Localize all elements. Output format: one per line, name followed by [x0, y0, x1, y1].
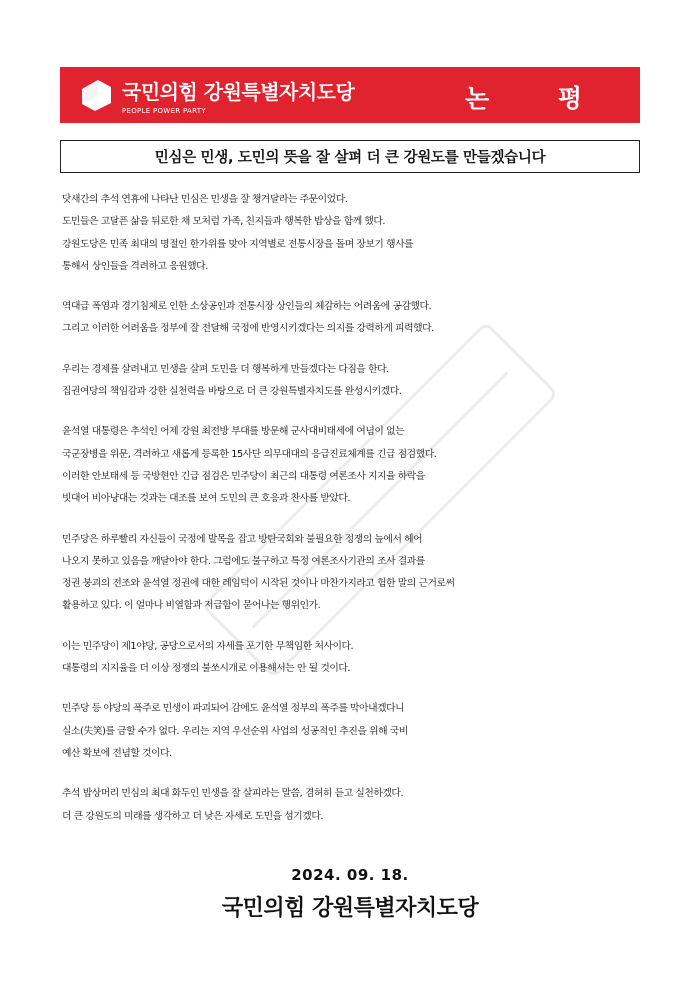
text-line: 강원도당은 민족 최대의 명절인 한가위를 맞아 지역별로 전통시장을 돌며 장보기 행사를: [62, 238, 414, 250]
text-line: 역대급 폭염과 경기침체로 인한 소상공인과 전통시장 상인들의 체감하는 어려움에 공감했다.: [62, 301, 432, 313]
paragraph: [62, 783, 642, 828]
headline: 민심은 민생, 도민의 뜻을 잘 살펴 더 큰 강원도를 만들겠습니다: [154, 150, 546, 166]
text-line: 예산 확보에 전념할 것이다.: [62, 747, 172, 759]
text-line: 닷새간의 추석 연휴에 나타난 민심은 민생을 잘 챙겨달라는 주문이었다.: [62, 194, 348, 205]
text-line: 정권 붕괴의 전조와 윤석열 정권에 대한 레임덕이 시작된 것이나 마찬가지라고 험한 말의 근거로써: [62, 578, 455, 590]
text-line: 추석 밥상머리 민심의 최대 화두인 민생을 잘 살피라는 말씀, 겸허히 듣고 실천하겠다.: [62, 788, 404, 800]
party-logo-icon: [78, 77, 114, 113]
paragraph: [62, 636, 642, 681]
body-text: [62, 189, 642, 846]
signature: 국민의힘 강원특별자치도당: [221, 896, 479, 921]
header-banner: [60, 67, 640, 123]
text-line: 빗대어 비아냥대는 것과는 대조를 보여 도민의 큰 호응과 찬사를 받았다.: [62, 493, 351, 505]
release-date: 2024. 09. 18.: [291, 866, 409, 884]
text-line: 그리고 이러한 어려움을 정부에 잘 전달해 국정에 반영시키겠다는 의지를 강력하게 피력했다.: [62, 323, 434, 335]
text-line: 나오지 못하고 있음을 깨달아야 한다. 그럼에도 불구하고 특정 여론조사기관의 조사 결과를: [62, 555, 425, 567]
document-type: 논 평: [464, 84, 612, 113]
text-line: 윤석열 대통령은 추석인 어제 강원 최전방 부대를 방문해 군사대비태세에 여념이 없는: [62, 426, 405, 438]
paragraph: [62, 189, 642, 278]
text-line: 우리는 경제를 살려내고 민생을 살펴 도민을 더 행복하게 만들겠다는 다짐을 한다.: [62, 363, 389, 375]
text-line: 대통령의 지지율을 더 이상 정쟁의 불쏘시개로 이용해서는 안 될 것이다.: [62, 663, 351, 675]
text-line: 더 큰 강원도의 미래를 생각하고 더 낮은 자세로 도민을 섬기겠다.: [62, 810, 323, 822]
text-line: 도민들은 고달픈 삶을 뒤로한 채 모처럼 가족, 친지들과 행복한 밥상을 함께 했다.: [62, 216, 386, 228]
paragraph: [62, 529, 642, 618]
text-line: 이는 민주당이 제1야당, 공당으로서의 자세를 포기한 무책임한 처사이다.: [62, 640, 354, 652]
text-line: 활용하고 있다. 이 얼마나 비열함과 저급함이 묻어나는 행위인가.: [62, 600, 321, 612]
text-line: 실소(失笑)를 금할 수가 없다. 우리는 지역 우선순위 사업의 성공적인 추진을 위해 국비: [62, 725, 408, 737]
text-line: 통해서 상인들을 격려하고 응원했다.: [62, 260, 208, 272]
text-line: 이러한 안보태세 등 국방현안 긴급 점검은 민주당이 최근의 대통령 여론조사 지지율 하락을: [62, 470, 425, 482]
party-name-en: PEOPLE POWER PARTY: [122, 107, 206, 115]
headline-box: [60, 140, 640, 173]
paragraph: [62, 359, 642, 404]
text-line: 민주당은 하루빨리 자신들이 국정에 발목을 잡고 방탄국회와 불필요한 정쟁의 늪에서 헤어: [62, 533, 423, 545]
party-name: 국민의힘 강원특별자치도당: [122, 80, 355, 104]
paragraph: [62, 296, 642, 341]
paragraph: [62, 421, 642, 510]
text-line: 민주당 등 야당의 폭주로 민생이 파괴되어 감에도 윤석열 정부의 폭주를 막아내겠다니: [62, 703, 405, 715]
text-line: 집권여당의 책임감과 강한 실천력을 바탕으로 더 큰 강원특별자치도를 완성시키겠다.: [62, 386, 402, 398]
text-line: 국군장병을 위문, 격려하고 새롭게 등록한 15사단 의무대대의 응급진료체계를 긴급 점검했다.: [62, 448, 437, 460]
paragraph: [62, 698, 642, 765]
